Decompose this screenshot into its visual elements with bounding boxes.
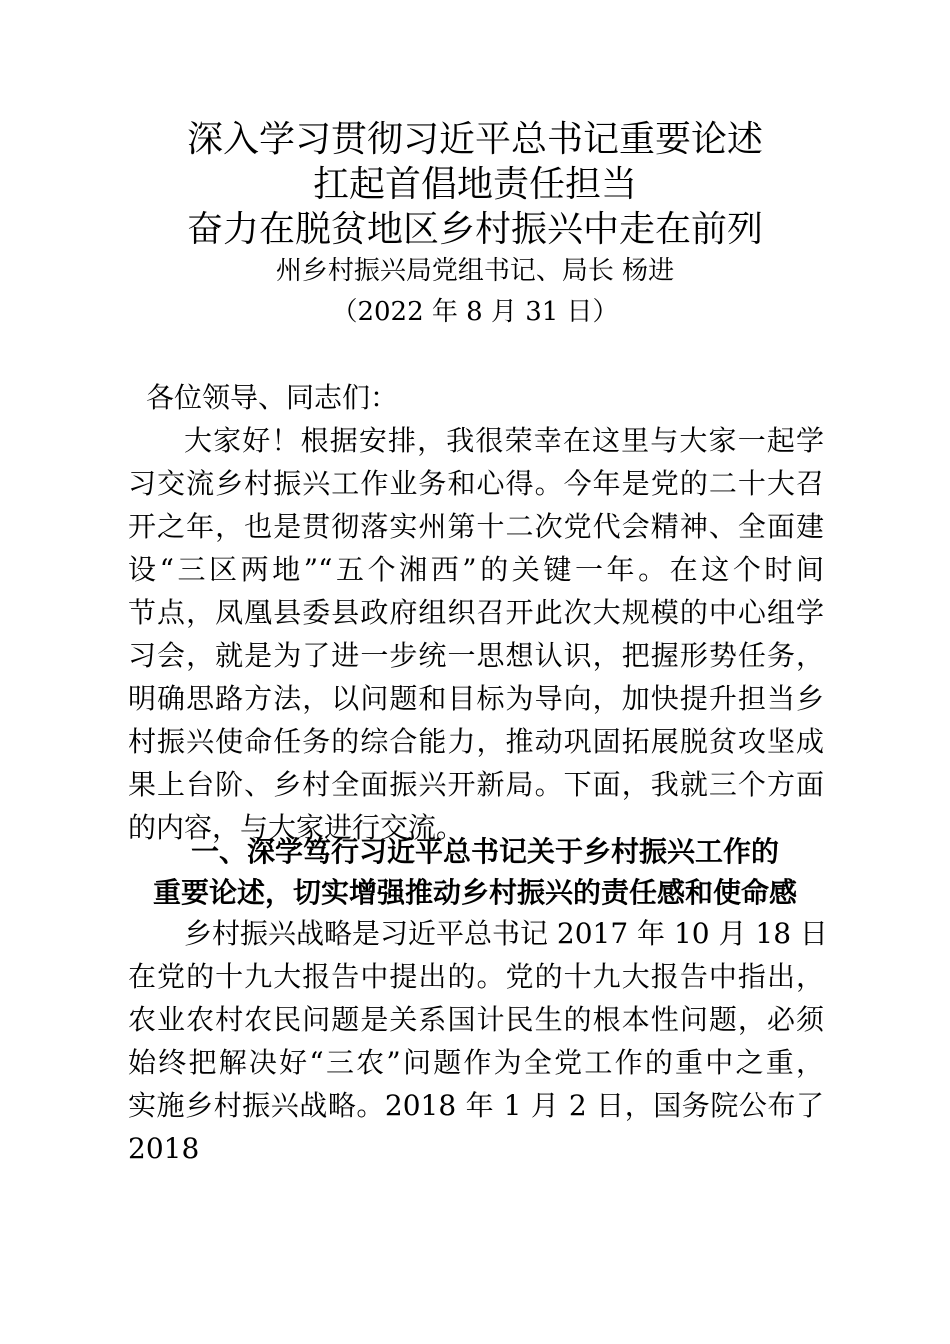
paragraph-1-line-8: 村振兴使命任务的综合能力，推动巩固拓展脱贫攻坚成: [128, 725, 824, 758]
paragraph-1-line-1: 大家好！根据安排，我很荣幸在这里与大家一起学: [184, 424, 824, 457]
date-line: （2022 年 8 月 31 日）: [331, 297, 619, 327]
paragraph-2-line-4: 始终把解决好“三农”问题作为全党工作的重中之重，: [128, 1046, 824, 1079]
paragraph-2-line-1: 乡村振兴战略是习近平总书记 2017 年 10 月 18 日: [184, 917, 828, 950]
paragraph-1-line-4: 设“三区两地”“五个湘西”的关键一年。在这个时间: [128, 553, 824, 586]
section-1-heading-line-1: 一、深学笃行习近平总书记关于乡村振兴工作的: [190, 835, 779, 868]
section-1-heading-line-2: 重要论述，切实增强推动乡村振兴的责任感和使命感: [152, 876, 797, 909]
paragraph-1-line-9: 果上台阶、乡村全面振兴开新局。下面，我就三个方面: [128, 768, 824, 801]
paragraph-1-line-6: 习会，就是为了进一步统一思想认识，把握形势任务，: [128, 639, 824, 672]
salutation: 各位领导、同志们：: [146, 381, 399, 414]
author-line: 州乡村振兴局党组书记、局长 杨进: [275, 256, 675, 286]
paragraph-2-line-3: 农业农村农民问题是关系国计民生的根本性问题，必须: [128, 1003, 824, 1036]
paragraph-2-line-5: 实施乡村振兴战略。2018 年 1 月 2 日，国务院公布了: [128, 1089, 824, 1122]
title-line-1: 深入学习贯彻习近平总书记重要论述: [186, 119, 763, 160]
paragraph-1-line-5: 节点，凤凰县委县政府组织召开此次大规模的中心组学: [128, 596, 824, 629]
paragraph-2-line-2: 在党的十九大报告中提出的。党的十九大报告中指出，: [128, 960, 824, 993]
paragraph-1-line-7: 明确思路方法，以问题和目标为导向，加快提升担当乡: [128, 682, 824, 715]
paragraph-1-line-3: 开之年，也是贯彻落实州第十二次党代会精神、全面建: [128, 510, 824, 543]
paragraph-1-line-2: 习交流乡村振兴工作业务和心得。今年是党的二十大召: [128, 467, 824, 500]
paragraph-1-line-10: 的内容，与大家进行交流。: [128, 811, 465, 844]
paragraph-2-line-6: 2018: [128, 1132, 200, 1165]
title-line-2: 扛起首倡地责任担当: [312, 164, 637, 205]
title-line-3: 奋力在脱贫地区乡村振兴中走在前列: [186, 209, 763, 250]
